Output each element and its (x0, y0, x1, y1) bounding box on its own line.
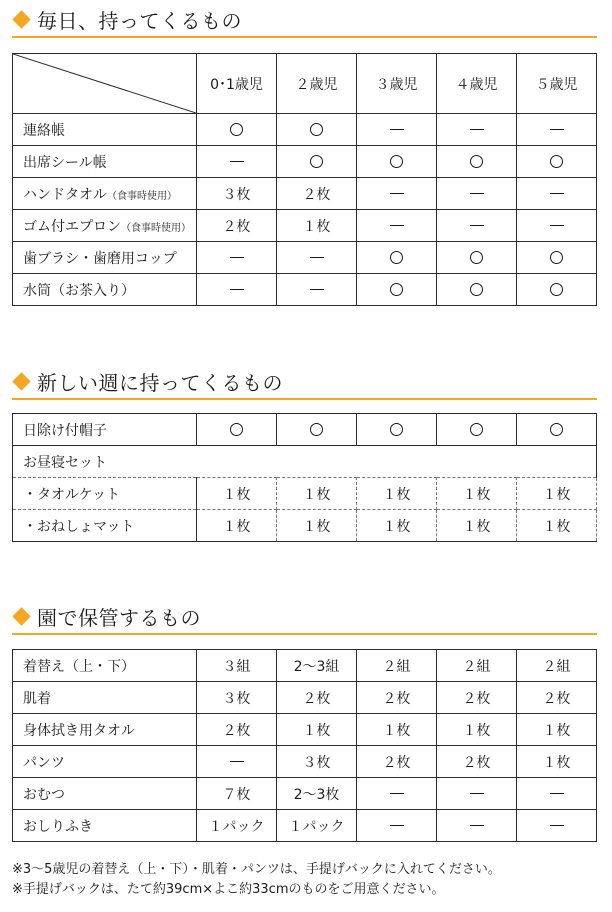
table-cell (517, 414, 597, 446)
table-cell (197, 114, 277, 146)
table-cell (277, 810, 357, 842)
dash-mark-icon (550, 825, 564, 826)
table-cell (437, 178, 517, 210)
table-cell (357, 414, 437, 446)
table-cell (277, 274, 357, 306)
table-row (13, 510, 597, 542)
item-note: （食事時使用） (121, 222, 191, 234)
table-cell (437, 650, 517, 682)
item-label: ・おねしょマット (23, 518, 135, 535)
table-row (13, 178, 597, 210)
table-row (13, 446, 597, 478)
table-cell (277, 778, 357, 810)
item-label-cell (13, 714, 197, 746)
item-label: 連絡帳 (23, 122, 65, 139)
table-cell (197, 178, 277, 210)
dash-mark-icon (230, 161, 244, 162)
table-row (13, 274, 597, 306)
dash-mark-icon (310, 289, 324, 290)
cell-value: １枚 (302, 486, 331, 503)
cell-value: ２組 (382, 658, 411, 675)
table-cell (357, 650, 437, 682)
circle-mark-icon (230, 423, 243, 436)
table-row (13, 146, 597, 178)
table-cell (357, 242, 437, 274)
cell-value: １枚 (302, 722, 331, 739)
table-cell (517, 274, 597, 306)
table-row (13, 650, 597, 682)
table-row (13, 682, 597, 714)
stored-items-table (12, 649, 597, 842)
cell-value: １枚 (382, 486, 411, 503)
dash-mark-icon (230, 289, 244, 290)
dash-mark-icon (390, 825, 404, 826)
item-label: パンツ (23, 754, 65, 771)
table-row (13, 242, 597, 274)
section-header (12, 2, 597, 38)
item-label-cell (13, 274, 197, 306)
item-label-cell (13, 210, 197, 242)
table-cell (517, 650, 597, 682)
daily-items-table (12, 53, 597, 306)
footnote: ※3〜5歳児の着替え（上・下）・肌着・パンツは、手提げバックに入れてください。 (12, 862, 501, 877)
cell-value: １枚 (382, 518, 411, 535)
table-cell (357, 114, 437, 146)
circle-mark-icon (310, 123, 323, 136)
table-row (13, 414, 597, 446)
table-cell (437, 242, 517, 274)
section-daily-items (12, 2, 597, 306)
dash-mark-icon (390, 793, 404, 794)
circle-mark-icon (390, 155, 403, 168)
dash-mark-icon (470, 825, 484, 826)
table-cell (197, 242, 277, 274)
age-column-header: ３歳児 (357, 54, 437, 114)
cell-value: ３枚 (222, 186, 251, 203)
section-title: 毎日、持ってくるもの (37, 8, 242, 33)
table-cell (517, 114, 597, 146)
cell-value: １枚 (382, 722, 411, 739)
table-cell (437, 146, 517, 178)
table-row (13, 810, 597, 842)
circle-mark-icon (470, 251, 483, 264)
circle-mark-icon (310, 423, 323, 436)
table-cell (357, 210, 437, 242)
table-cell (277, 146, 357, 178)
footnote: ※手提げバックは、たて約39cm×よこ約33cmのものをご用意ください。 (12, 882, 445, 897)
cell-value: ３組 (222, 658, 251, 675)
table-cell (357, 746, 437, 778)
table-row (13, 114, 597, 146)
circle-mark-icon (550, 155, 563, 168)
table-cell (197, 210, 277, 242)
item-label: ゴム付エプロン (23, 218, 121, 235)
diamond-bullet-icon (12, 372, 30, 390)
cell-value: ３枚 (222, 690, 251, 707)
cell-value: ２枚 (382, 754, 411, 771)
dash-mark-icon (230, 761, 244, 762)
table-cell (277, 746, 357, 778)
table-row (13, 746, 597, 778)
item-label: 肌着 (23, 690, 51, 707)
dash-mark-icon (470, 225, 484, 226)
table-cell (517, 714, 597, 746)
age-column-header: ４歳児 (437, 54, 517, 114)
cell-value: ２枚 (302, 690, 331, 707)
item-label-cell (13, 682, 197, 714)
table-cell (277, 478, 357, 510)
table-header-row (13, 54, 597, 114)
table-cell (437, 714, 517, 746)
diamond-bullet-icon (12, 607, 30, 625)
cell-value: ２枚 (382, 690, 411, 707)
cell-value: ３枚 (302, 754, 331, 771)
item-label-cell (13, 446, 597, 478)
table-cell (277, 650, 357, 682)
cell-value: ２枚 (222, 722, 251, 739)
circle-mark-icon (310, 155, 323, 168)
table-cell (357, 778, 437, 810)
item-label: お昼寝セット (23, 454, 107, 471)
table-cell (277, 114, 357, 146)
table-cell (437, 778, 517, 810)
table-cell (277, 714, 357, 746)
table-cell (197, 810, 277, 842)
table-cell (197, 478, 277, 510)
circle-mark-icon (470, 423, 483, 436)
table-row (13, 210, 597, 242)
table-cell (357, 478, 437, 510)
diamond-bullet-icon (12, 10, 30, 28)
table-cell (517, 146, 597, 178)
cell-value: ２組 (542, 658, 571, 675)
weekly-items-table (12, 413, 597, 542)
dash-mark-icon (550, 793, 564, 794)
table-cell (517, 682, 597, 714)
item-label: 身体拭き用タオル (23, 722, 135, 739)
table-cell (517, 810, 597, 842)
table-cell (357, 274, 437, 306)
section-header (12, 599, 597, 635)
cell-value: １パック (208, 818, 265, 835)
table-cell (357, 714, 437, 746)
item-label: おむつ (23, 786, 65, 803)
item-label-cell (13, 146, 197, 178)
table-cell (517, 778, 597, 810)
table-cell (277, 414, 357, 446)
cell-value: ２枚 (462, 690, 491, 707)
item-label-cell (13, 414, 197, 446)
table-cell (437, 478, 517, 510)
dash-mark-icon (470, 193, 484, 194)
age-column-header: ２歳児 (277, 54, 357, 114)
dash-mark-icon (390, 129, 404, 130)
cell-value: １枚 (542, 486, 571, 503)
item-label: 日除け付帽子 (23, 422, 107, 439)
circle-mark-icon (470, 283, 483, 296)
circle-mark-icon (230, 123, 243, 136)
table-cell (277, 242, 357, 274)
item-label: 水筒（お茶入り） (23, 282, 135, 299)
item-label-cell (13, 510, 197, 542)
table-cell (357, 682, 437, 714)
cell-value: ２組 (462, 658, 491, 675)
circle-mark-icon (470, 155, 483, 168)
item-label: 着替え（上・下） (23, 658, 135, 675)
table-cell (437, 210, 517, 242)
section-header (12, 364, 597, 400)
item-label-cell (13, 650, 197, 682)
circle-mark-icon (390, 423, 403, 436)
section-stored-items (12, 599, 597, 842)
table-cell (357, 510, 437, 542)
dash-mark-icon (550, 225, 564, 226)
cell-value: １枚 (222, 518, 251, 535)
table-cell (437, 114, 517, 146)
cell-value: １枚 (542, 722, 571, 739)
item-label-cell (13, 478, 197, 510)
table-cell (277, 510, 357, 542)
dash-mark-icon (310, 257, 324, 258)
table-cell (517, 510, 597, 542)
cell-value: ２枚 (222, 218, 251, 235)
table-cell (197, 714, 277, 746)
item-note: （食事時使用） (107, 190, 177, 202)
table-cell (437, 682, 517, 714)
item-label: 出席シール帳 (23, 154, 107, 171)
dash-mark-icon (470, 129, 484, 130)
table-cell (437, 810, 517, 842)
section-title: 新しい週に持ってくるもの (37, 370, 283, 395)
table-cell (197, 274, 277, 306)
table-cell (357, 146, 437, 178)
dash-mark-icon (550, 129, 564, 130)
table-cell (197, 746, 277, 778)
circle-mark-icon (550, 283, 563, 296)
table-cell (517, 746, 597, 778)
item-label: おしりふき (23, 818, 93, 835)
table-cell (517, 242, 597, 274)
table-cell (437, 414, 517, 446)
cell-value: ２枚 (542, 690, 571, 707)
table-cell (197, 682, 277, 714)
table-cell (197, 778, 277, 810)
item-label-cell (13, 778, 197, 810)
table-cell (197, 510, 277, 542)
table-cell (357, 810, 437, 842)
table-cell (517, 210, 597, 242)
item-label: 歯ブラシ・歯磨用コップ (23, 250, 177, 267)
item-label-cell (13, 746, 197, 778)
cell-value: １枚 (302, 518, 331, 535)
age-column-header: 0･1歳児 (197, 54, 277, 114)
table-cell (517, 178, 597, 210)
cell-value: １パック (288, 818, 345, 835)
circle-mark-icon (550, 423, 563, 436)
cell-value: １枚 (542, 518, 571, 535)
age-column-header: ５歳児 (517, 54, 597, 114)
table-cell (277, 682, 357, 714)
cell-value: ２枚 (462, 754, 491, 771)
table-row (13, 714, 597, 746)
circle-mark-icon (550, 251, 563, 264)
footnotes (12, 860, 602, 900)
item-label: ・タオルケット (23, 486, 121, 503)
item-label-cell (13, 178, 197, 210)
diagonal-corner-cell (13, 54, 197, 114)
item-label-cell (13, 114, 197, 146)
dash-mark-icon (550, 193, 564, 194)
item-label-cell (13, 810, 197, 842)
cell-value: １枚 (302, 218, 331, 235)
cell-value: １枚 (542, 754, 571, 771)
cell-value: １枚 (462, 486, 491, 503)
circle-mark-icon (390, 251, 403, 264)
table-row (13, 478, 597, 510)
table-cell (357, 178, 437, 210)
cell-value: １枚 (462, 722, 491, 739)
table-cell (437, 274, 517, 306)
cell-value: １枚 (222, 486, 251, 503)
circle-mark-icon (390, 283, 403, 296)
section-title: 園で保管するもの (37, 605, 201, 630)
table-row (13, 778, 597, 810)
table-cell (277, 210, 357, 242)
table-cell (197, 414, 277, 446)
table-cell (197, 146, 277, 178)
dash-mark-icon (470, 793, 484, 794)
dash-mark-icon (390, 193, 404, 194)
cell-value: ２枚 (302, 186, 331, 203)
dash-mark-icon (230, 257, 244, 258)
section-weekly-items (12, 364, 597, 542)
dash-mark-icon (390, 225, 404, 226)
table-cell (517, 478, 597, 510)
table-cell (277, 178, 357, 210)
table-cell (437, 510, 517, 542)
cell-value: 2〜3枚 (293, 786, 340, 803)
cell-value: 2〜3組 (293, 658, 340, 675)
table-cell (197, 650, 277, 682)
item-label: ハンドタオル (23, 186, 107, 203)
cell-value: １枚 (462, 518, 491, 535)
item-label-cell (13, 242, 197, 274)
table-cell (437, 746, 517, 778)
cell-value: ７枚 (222, 786, 251, 803)
